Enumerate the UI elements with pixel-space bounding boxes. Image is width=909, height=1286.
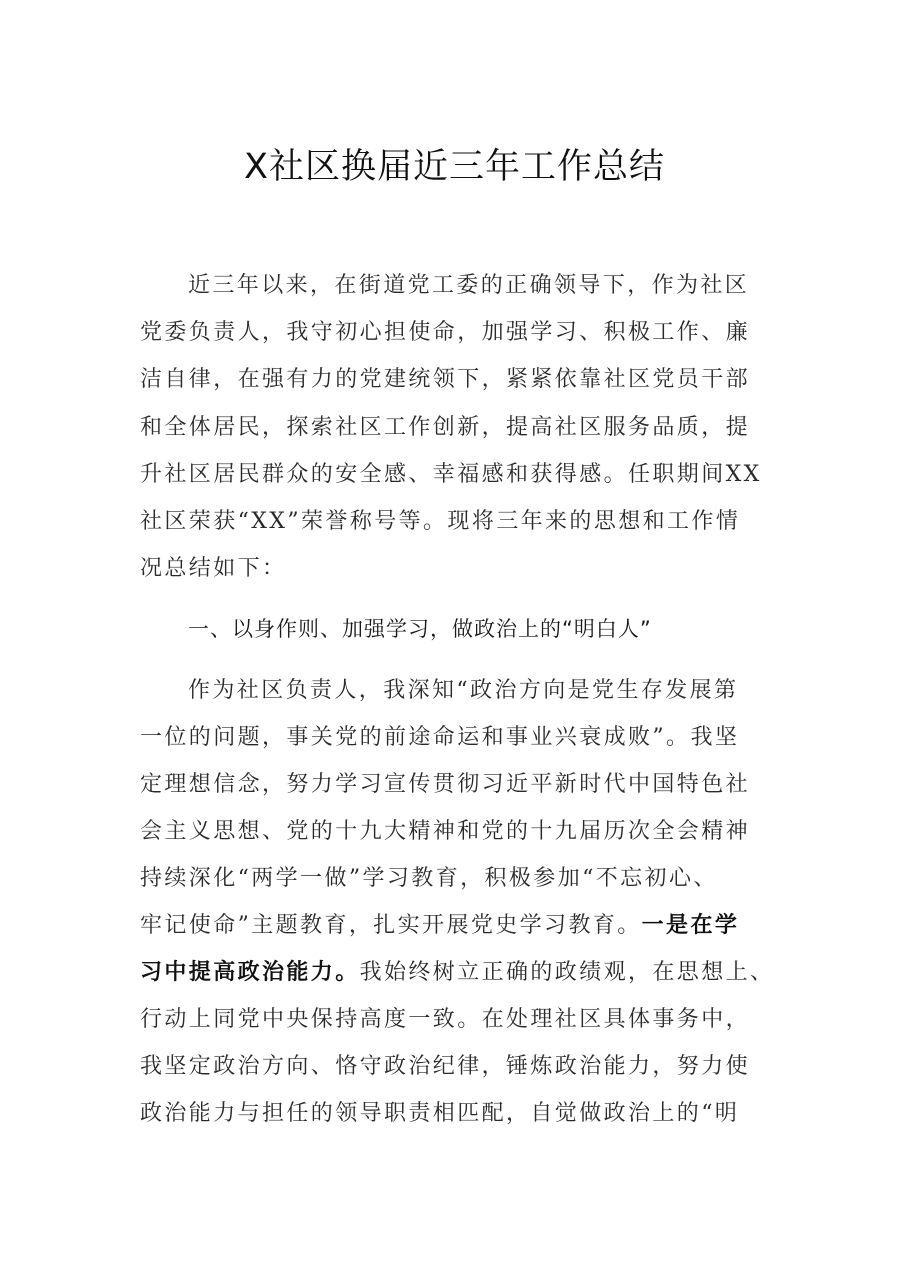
paragraph-2-line-9: 我坚定政治方向、恪守政治纪律，锤炼政治能力，努力使	[140, 1054, 751, 1079]
paragraph-2-line-6-text: 牢记使命”主题教育，扎实开展党史学习教育。	[140, 913, 642, 938]
paragraph-2-line-7-text: 我始终树立正确的政绩观，在思想上、	[359, 960, 775, 985]
paragraph-2-line-5: 持续深化“两学一做”学习教育，积极参加“不忘初心、	[140, 866, 718, 891]
document-title: X社区换届近三年工作总结	[244, 147, 665, 187]
paragraph-1-line-5: 升社区居民群众的安全感、幸福感和获得感。任职期间XX	[140, 462, 762, 487]
section-1-heading: 一、以身作则、加强学习，做政治上的“明白人”	[188, 617, 652, 641]
paragraph-2-line-3: 定理想信念，努力学习宣传贯彻习近平新时代中国特色社	[140, 772, 751, 797]
bold-run-a: 一是在学	[641, 913, 740, 938]
paragraph-1-line-7: 况总结如下：	[140, 556, 287, 581]
paragraph-1-line-4: 和全体居民，探索社区工作创新，提高社区服务品质，提	[140, 415, 751, 440]
paragraph-2-line-8: 行动上同党中央保持高度一致。在处理社区具体事务中，	[140, 1007, 751, 1032]
bold-run-b: 习中提高政治能力。	[140, 960, 360, 985]
paragraph-1-line-2: 党委负责人，我守初心担使命，加强学习、积极工作、廉	[140, 320, 751, 345]
paragraph-2-line-1: 作为社区负责人，我深知“政治方向是党生存发展第	[188, 678, 739, 703]
paragraph-1-line-6: 社区荣获“XX”荣誉称号等。现将三年来的思想和工作情	[140, 509, 741, 534]
paragraph-2-line-6	[140, 902, 780, 949]
paragraph-1-line-3: 洁自律，在强有力的党建统领下，紧紧依靠社区党员干部	[140, 367, 751, 392]
paragraph-2-line-4: 会主义思想、党的十九大精神和党的十九届历次全会精神	[140, 819, 751, 844]
paragraph-2-line-7	[140, 949, 780, 996]
paragraph-2-line-10: 政治能力与担任的领导职责相匹配，自觉做政治上的“明	[140, 1101, 740, 1126]
paragraph-2-line-2: 一位的问题，事关党的前途命运和事业兴衰成败”。我坚	[140, 725, 740, 750]
paragraph-1-line-1: 近三年以来，在街道党工委的正确领导下，作为社区	[188, 273, 750, 298]
